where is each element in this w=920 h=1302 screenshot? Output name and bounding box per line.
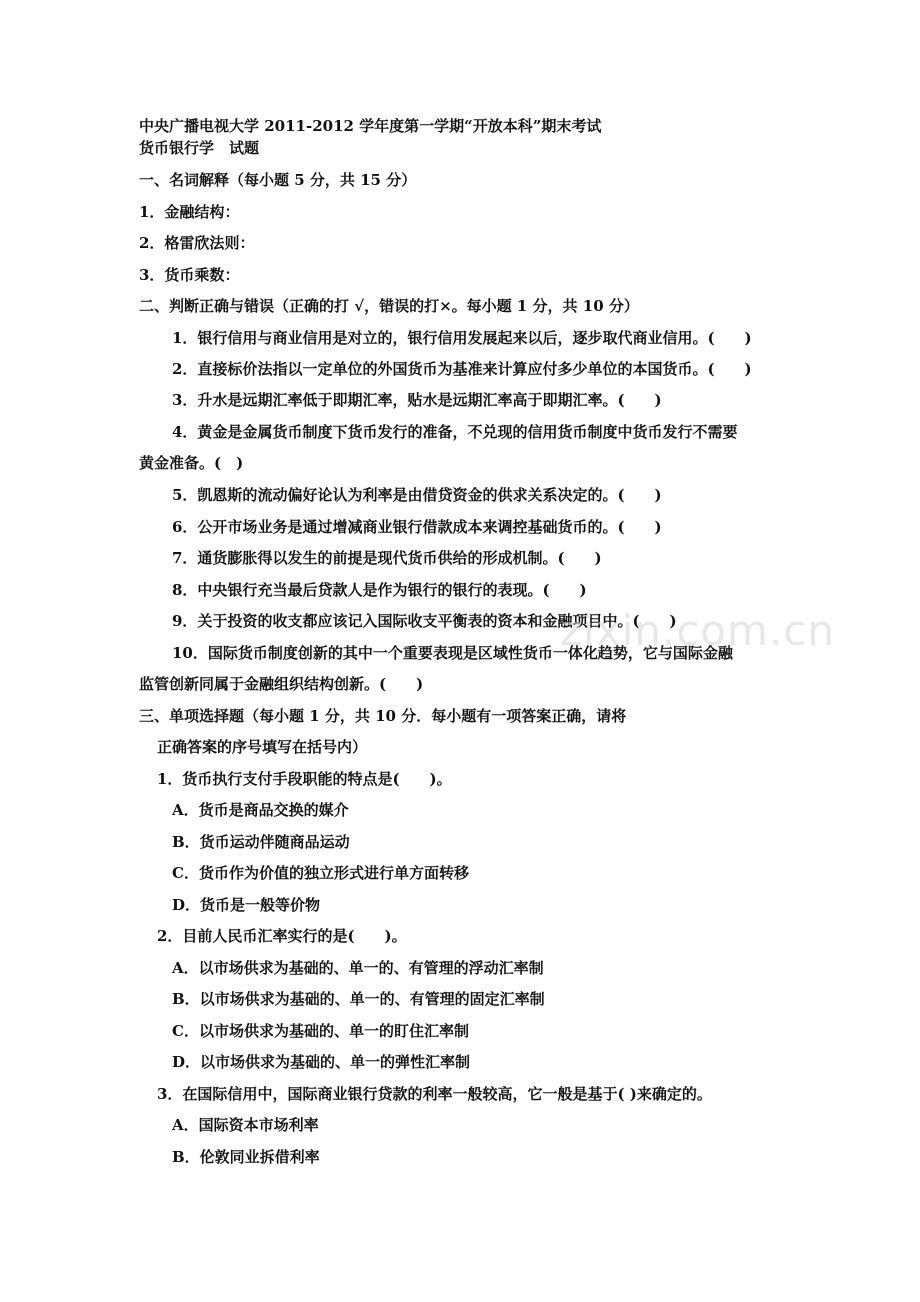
section-2-item-cont: 监管创新同属于金融组织结构创新。( ) (139, 675, 424, 693)
question-option: C．货币作为价值的独立形式进行单方面转移 (172, 864, 469, 882)
section-1-heading: 一、名词解释（每小题 5 分，共 15 分） (139, 171, 417, 189)
section-2-item: 10．国际货币制度创新的其中一个重要表现是区域性货币一体化趋势，它与国际金融 (172, 644, 733, 662)
question-option: B．伦敦同业拆借利率 (172, 1148, 320, 1166)
section-1-item: 1．金融结构： (139, 203, 240, 221)
section-2-item-cont: 黄金准备。( ) (139, 454, 244, 472)
watermark: zixin.com.cn (560, 606, 835, 655)
question-option: B．货币运动伴随商品运动 (172, 833, 350, 851)
section-3-heading: 三、单项选择题（每小题 1 分，共 10 分．每小题有一项答案正确，请将 (139, 707, 627, 725)
question: 1．货币执行支付手段职能的特点是( )。 (157, 770, 452, 788)
section-1-item: 2．格雷欣法则： (139, 234, 255, 252)
section-3-heading-cont: 正确答案的序号填写在括号内） (157, 738, 368, 756)
question-option: A．以市场供求为基础的、单一的、有管理的浮动汇率制 (172, 959, 544, 977)
section-2-item: 5．凯恩斯的流动偏好论认为利率是由借贷资金的供求关系决定的。( ) (172, 486, 662, 504)
section-2-item: 7．通货膨胀得以发生的前提是现代货币供给的形成机制。( ) (172, 549, 602, 567)
question-option: A．货币是商品交换的媒介 (172, 801, 349, 819)
question-option: D．以市场供求为基础的、单一的弹性汇率制 (172, 1053, 471, 1071)
section-2-item: 6．公开市场业务是通过增减商业银行借款成本来调控基础货币的。( ) (172, 518, 662, 536)
section-2-item: 2．直接标价法指以一定单位的外国货币为基准来计算应付多少单位的本国货币。( ) (172, 360, 752, 378)
section-2-item: 3．升水是远期汇率低于即期汇率，贴水是远期汇率高于即期汇率。( ) (172, 391, 662, 409)
section-2-item: 1．银行信用与商业信用是对立的，银行信用发展起来以后，逐步取代商业信用。( ) (172, 329, 752, 347)
exam-title: 中央广播电视大学 2011-2012 学年度第一学期“开放本科”期末考试 (139, 117, 602, 135)
section-2-item: 8．中央银行充当最后贷款人是作为银行的银行的表现。( ) (172, 581, 587, 599)
section-2-heading: 二、判断正确与错误（正确的打 √，错误的打×。每小题 1 分，共 10 分） (139, 297, 639, 315)
section-1-item: 3．货币乘数： (139, 266, 240, 284)
section-2-item: 9．关于投资的收支都应该记入国际收支平衡表的资本和金融项目中。( ) (172, 612, 677, 630)
question-option: A．国际资本市场利率 (172, 1116, 319, 1134)
question: 3．在国际信用中，国际商业银行贷款的利率一般较高，它一般是基于( )来确定的。 (157, 1085, 712, 1103)
question-option: D．货币是一般等价物 (172, 896, 321, 914)
question-option: C．以市场供求为基础的、单一的盯住汇率制 (172, 1022, 469, 1040)
question-option: B．以市场供求为基础的、单一的、有管理的固定汇率制 (172, 990, 545, 1008)
exam-subtitle: 货币银行学 试题 (139, 139, 260, 157)
question: 2．目前人民币汇率实行的是( )。 (157, 927, 407, 945)
section-2-item: 4．黄金是金属货币制度下货币发行的准备，不兑现的信用货币制度中货币发行不需要 (172, 423, 738, 441)
